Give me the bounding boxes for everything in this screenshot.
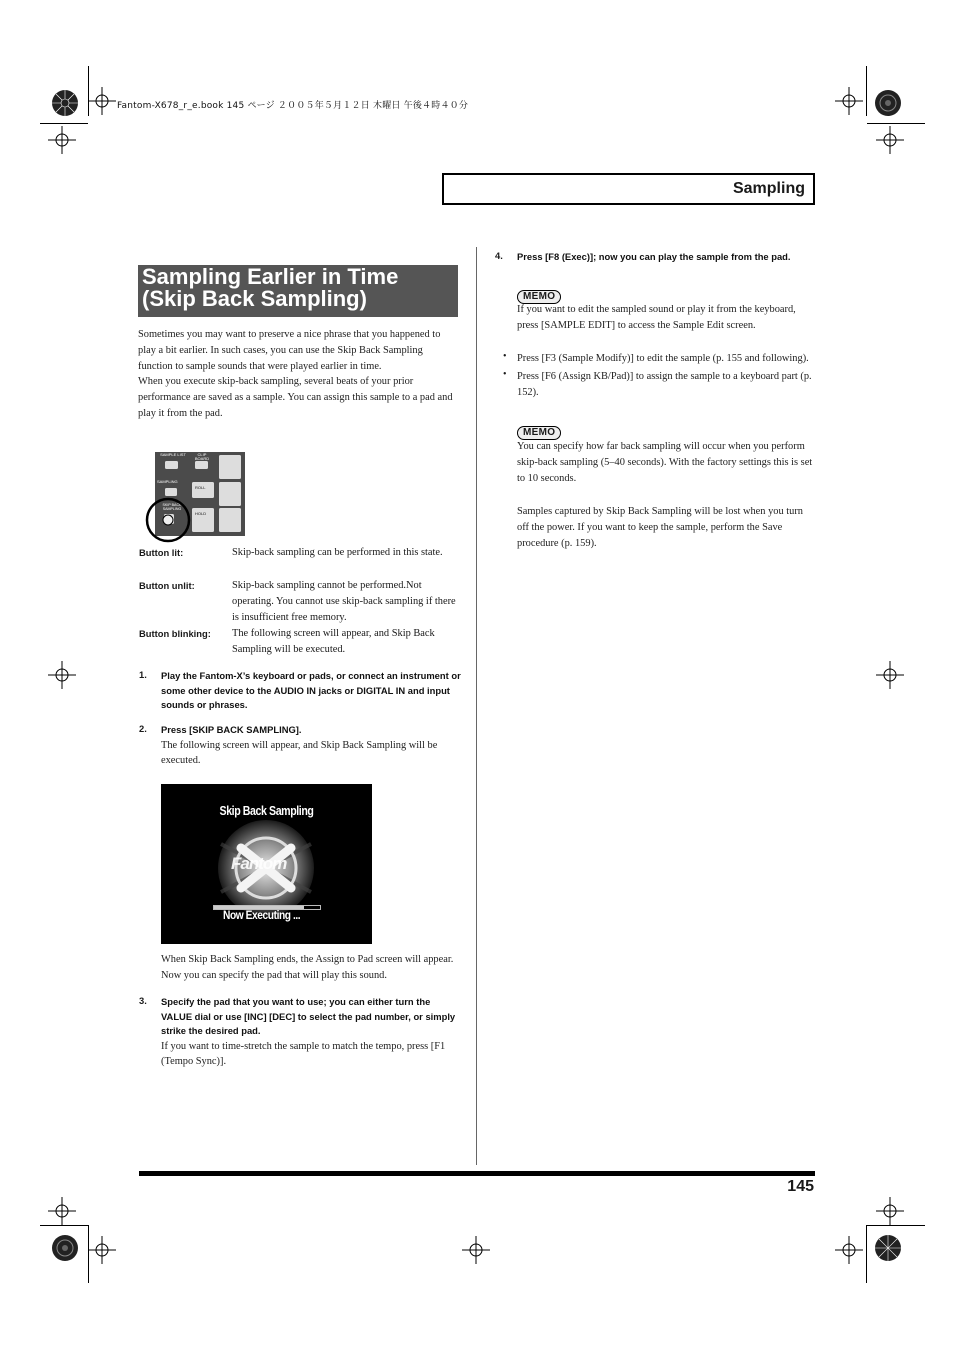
footer-rule: [139, 1171, 815, 1176]
after-screen-text: When Skip Back Sampling ends, the Assign to Pad screen will appear. Now you can specify the pad that will play this sound.: [161, 954, 454, 981]
step-2: [139, 723, 461, 769]
crosshair-icon: [462, 1236, 490, 1264]
intro-text: [138, 327, 460, 422]
page-number: 145: [787, 1178, 814, 1195]
screen-title: Skip Back Sampling: [219, 804, 314, 818]
registration-mark-icon: [873, 88, 903, 118]
crosshair-icon: [88, 87, 116, 115]
crosshair-icon: [876, 1197, 904, 1225]
page-title: [138, 265, 458, 317]
memo-text-2: You can specify how far back sampling will occur when you perform skip-back sampling (5–40 seconds). With the factory settings this is set to 10 seconds.: [517, 441, 813, 484]
crosshair-icon: [48, 661, 76, 689]
step-heading: Press [SKIP BACK SAMPLING].: [161, 724, 302, 735]
bullet-icon: •: [503, 351, 507, 362]
highlight-circle-icon: [143, 497, 193, 543]
registration-mark-icon: [50, 88, 80, 118]
definition-description: Skip-back sampling can be performed in this state.: [232, 547, 443, 558]
crosshair-icon: [835, 1236, 863, 1264]
screen-logo: Fantom: [231, 854, 287, 873]
step-1: [139, 669, 461, 713]
panel-label-hold: HOLD: [195, 511, 207, 516]
step-3: [139, 995, 461, 1070]
list-item-text: Press [F6 (Assign KB/Pad)] to assign the sample to a keyboard part (p. 152).: [517, 370, 812, 398]
panel-label-clip-board: CLIP BOARD: [194, 452, 210, 461]
definition-term: Button unlit:: [139, 580, 195, 591]
screen-status: Now Executing ...: [223, 908, 301, 922]
page-title-line-2: (Skip Back Sampling): [142, 286, 367, 311]
intro-paragraph: Sometimes you may want to preserve a nice phrase that you happened to play a bit earlier. In such cases, you can use the Skip Back Sampling function to sample sounds that were played earlier in time.: [138, 329, 441, 372]
page-title-line-1: Sampling Earlier in Time: [142, 264, 399, 289]
definition-term: Button blinking:: [139, 628, 211, 639]
column-divider: [476, 247, 477, 1165]
panel-label-sampling: SAMPLING: [157, 479, 178, 484]
crosshair-icon: [88, 1236, 116, 1264]
memo-badge-2: [517, 422, 561, 440]
definition-description: The following screen will appear, and Skip Back Sampling will be executed.: [232, 628, 435, 655]
panel-label-roll: ROLL: [195, 485, 206, 490]
book-header: Fantom-X678_r_e.book 145 ページ ２００５年５月１２日 木曜日 午後４時４０分: [117, 101, 469, 111]
step-heading: Play the Fantom-X’s keyboard or pads, or connect an instrument or some other device to the AUDIO IN jacks or DIGITAL IN and input sounds or phrases.: [161, 670, 461, 710]
panel-label-sample-list: SAMPLE LIST: [160, 452, 186, 457]
crosshair-icon: [835, 87, 863, 115]
memo-icon: MEMO: [517, 290, 561, 304]
step-body: The following screen will appear, and Skip Back Sampling will be executed.: [161, 739, 438, 767]
bullet-list: [503, 351, 813, 400]
intro-paragraph: When you execute skip-back sampling, several beats of your prior performance are saved as a sample. You can assign this sample to a pad and play it from the pad.: [138, 376, 453, 419]
skip-back-screen: [161, 784, 372, 944]
step-heading: Specify the pad that you want to use; you can either turn the VALUE dial or use [INC] [DEC] to select the pad number, or simply strike the desired pad.: [161, 996, 456, 1036]
section-header-box: [442, 173, 815, 205]
list-item-text: Press [F3 (Sample Modify)] to edit the sample (p. 155 and following).: [517, 353, 809, 364]
crosshair-icon: [876, 661, 904, 689]
crosshair-icon: [48, 126, 76, 154]
panel-label-skip-back: SKIP BACK SAMPLING: [162, 503, 182, 511]
list-item: [503, 369, 813, 401]
step-number: 1.: [139, 669, 147, 680]
list-item: [503, 351, 813, 367]
definition-description: Skip-back sampling cannot be performed.Not operating. You cannot use skip-back sampling if there is insufficient free memory.: [232, 580, 456, 623]
step-heading: Press [F8 (Exec)]; now you can play the sample from the pad.: [517, 251, 791, 262]
warning-text: Samples captured by Skip Back Sampling will be lost when you turn off the power. If you want to keep the sample, perform the Save procedure (p. 159).: [517, 506, 803, 549]
step-number: 3.: [139, 995, 147, 1006]
crosshair-icon: [876, 126, 904, 154]
step-number: 4.: [495, 250, 503, 261]
button-state-definitions: [139, 545, 464, 665]
section-label: Sampling: [732, 180, 805, 197]
memo-icon: MEMO: [517, 426, 561, 440]
memo-text-1: If you want to edit the sampled sound or play it from the keyboard, press [SAMPLE EDIT] to access the Sample Edit screen.: [517, 304, 796, 331]
registration-mark-icon: [873, 1233, 903, 1263]
registration-mark-icon: [50, 1233, 80, 1263]
step-number: 2.: [139, 723, 147, 734]
bullet-icon: •: [503, 368, 507, 380]
crosshair-icon: [48, 1197, 76, 1225]
step-4: [495, 250, 813, 265]
definition-term: Button lit:: [139, 547, 184, 558]
step-body: If you want to time-stretch the sample to match the tempo, press [F1 (Tempo Sync)].: [161, 1040, 446, 1068]
